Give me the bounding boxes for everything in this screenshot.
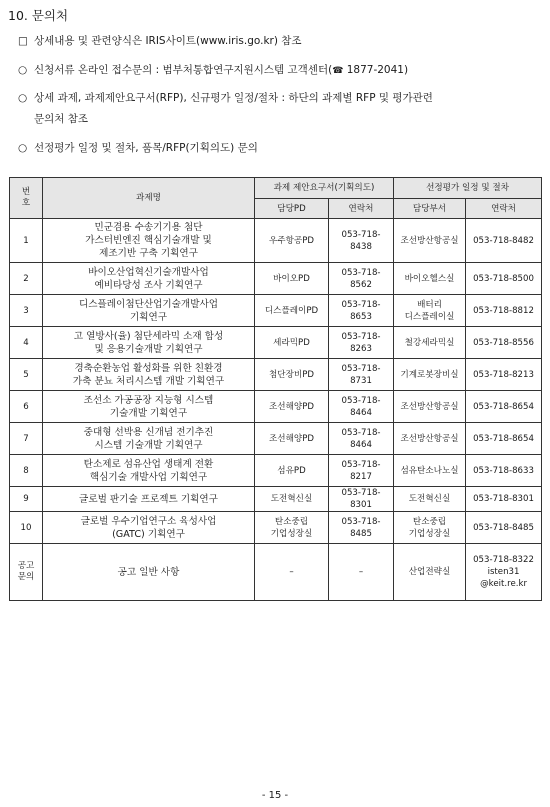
cell-pd-line: – [289,567,294,577]
bullet-mark: ○ [18,64,28,76]
cell-title-line: 가스터빈엔진 핵심기술개발 및 [85,235,212,246]
cell-department-line: 섬유탄소나노실 [400,465,459,476]
cell-contact [466,359,542,391]
cell-title [43,391,255,423]
cell-contact-line: 053-718-8653 [341,299,381,322]
cell-contact [466,219,542,263]
cell-contact [466,423,542,455]
cell-pd [255,512,329,544]
cell-pd [255,455,329,487]
bullet-helpdesk [18,60,408,82]
cell-contact-line: 053-718-8322 [473,555,534,565]
cell-title-line: 기획연구 [129,311,168,323]
table-body [10,219,542,601]
cell-pd-line: 조선해양PD [268,433,314,444]
cell-number [10,263,43,295]
cell-pd-line: 디스플레이PD [264,305,319,316]
table-row [10,391,542,423]
cell-contact-line: 053-718-8301 [341,488,381,510]
cell-number [10,219,43,263]
header-rfp: 과제 제안요구서(기획의도) [255,178,394,199]
cell-contact-line: 053-718-8485 [341,516,381,539]
contact-table [9,177,542,601]
table-row [10,487,542,512]
cell-contact [466,263,542,295]
cell-contact [329,263,394,295]
cell-department [394,455,466,487]
cell-contact [329,359,394,391]
cell-department-line: 조선방산항공실 [400,433,459,444]
cell-number [10,487,43,512]
table-row [10,359,542,391]
cell-pd [255,295,329,327]
cell-pd-line: 조선해양PD [268,401,314,412]
cell-number [10,391,43,423]
cell-contact [466,512,542,544]
cell-title-line: 예비타당성 조사 기획연구 [94,279,203,291]
cell-department-line: 산업전략실 [408,567,451,577]
cell-contact-line: 053-718-8812 [473,305,534,316]
header-contact: 연락처 [466,199,542,219]
cell-title-line: 제조기반 구축 기획연구 [99,248,198,259]
cell-department [394,423,466,455]
cell-contact [329,423,394,455]
cell-number [10,544,43,601]
cell-department-line: 철강세라믹실 [404,337,455,348]
cell-title-line: 디스플레이첨단산업기술개발사업 [78,298,218,310]
cell-title-line: 가축 분뇨 처리시스템 개발 기획연구 [72,375,225,387]
cell-department [394,391,466,423]
cell-title-line: 바이오산업혁신기술개발사업 [88,266,209,278]
bullet-text: 상세내용 및 관련양식은 IRIS사이트(www.iris.go.kr) 참조 [34,35,302,47]
cell-pd [255,423,329,455]
cell-title [43,544,255,601]
bullet-mark: ○ [18,142,28,154]
cell-department-line: 기업성장실 [408,528,451,539]
cell-title-line: 핵심기술 개발사업 기획연구 [89,471,208,483]
header-pd: 담당PD [255,199,329,219]
cell-department-line: 기계로봇장비실 [400,369,459,380]
cell-title [43,512,255,544]
cell-department [394,359,466,391]
cell-pd [255,391,329,423]
cell-contact [466,295,542,327]
cell-contact-line: – [358,567,364,577]
cell-number-text: 8 [23,465,29,476]
cell-pd-line: 세라믹PD [273,337,310,348]
header-title: 과제명 [43,178,255,219]
table-row [10,263,542,295]
table-row [10,295,542,327]
bullet-evaluation [18,138,258,159]
cell-contact [329,544,394,601]
bullet-text: 선정평가 일정 및 절차, 품목/RFP(기획의도) 문의 [34,142,258,154]
cell-pd [255,544,329,601]
cell-title-line: 조선소 가공공장 지능형 시스템 [83,394,214,406]
cell-title [43,295,255,327]
cell-contact [466,391,542,423]
cell-pd-line: 첨단장비PD [268,369,314,380]
section-heading: 10. 문의처 [8,8,69,23]
cell-department-line: 디스플레이실 [404,311,455,322]
header-evaluation: 선정평가 일정 및 절차 [394,178,542,199]
cell-department-line: 조선방산항공실 [400,401,459,412]
cell-department-line: 도전혁신실 [408,494,451,504]
cell-number-text: 공고문의 [17,561,35,582]
cell-number-text: 5 [23,369,29,380]
cell-contact [329,512,394,544]
cell-department [394,544,466,601]
cell-contact [329,219,394,263]
bullet-text: 상세 과제, 과제제안요구서(RFP), 신규평가 일정/절차 : 하단의 과제별 RFP 및 평가관련 [34,92,433,104]
cell-title-line: 및 응용기술개발 기획연구 [94,343,203,355]
header-contact: 연락처 [329,199,394,219]
cell-number-text: 6 [23,401,29,412]
cell-contact-line: 053-718-8485 [473,522,534,533]
cell-contact-line: 053-718-8556 [473,337,534,348]
cell-number [10,512,43,544]
cell-number [10,295,43,327]
cell-contact [466,487,542,512]
cell-pd-line: 기업성장실 [270,528,313,539]
cell-department [394,487,466,512]
cell-contact-line: 053-718-8654 [473,433,534,444]
page-number: - 15 - [261,790,289,801]
cell-number-text: 1 [23,235,29,246]
bullet-rfp [18,88,533,130]
cell-pd-line: 도전혁신실 [270,494,313,504]
cell-contact-line: 053-718-8464 [341,395,381,418]
cell-title [43,327,255,359]
cell-title-line: 시스템 기술개발 기획연구 [94,439,203,451]
cell-title-line: 글로벌 우수기업연구소 육성사업 [80,515,217,527]
cell-pd-line: 탄소중립 [274,516,309,527]
cell-pd-line: 섬유PD [277,465,306,476]
cell-contact [329,391,394,423]
cell-pd-line: 우주항공PD [268,235,314,246]
cell-department [394,327,466,359]
table-row [10,455,542,487]
cell-pd [255,487,329,512]
cell-contact-line: 053-718-8482 [473,235,534,246]
phone-icon: ☎ [332,66,344,76]
cell-contact-line: 053-718-8464 [341,427,381,450]
cell-title-line: 기술개발 기획연구 [109,407,188,419]
bullet-text: 신청서류 온라인 접수문의 : 범부처통합연구지원시스템 고객센터( [34,64,333,76]
cell-number-text: 9 [23,494,29,504]
table-row [10,512,542,544]
bullet-reference [18,31,302,52]
cell-contact [329,487,394,512]
bullet-text-continued: 문의처 참조 [34,113,89,125]
header-number: 번호 [10,178,43,219]
table-row [10,423,542,455]
cell-contact [466,544,542,601]
bullet-text: 1877-2041) [343,64,409,76]
cell-department-line: 탄소중립 [412,516,447,527]
cell-pd [255,263,329,295]
cell-title-line: 경축순환농업 활성화를 위한 친환경 [74,362,223,374]
table-row [10,544,542,601]
cell-contact-line: 053-718-8654 [473,401,534,412]
bullet-mark: ○ [18,92,28,104]
cell-contact [466,327,542,359]
cell-contact [329,327,394,359]
cell-number-text: 2 [23,273,29,284]
cell-contact [329,295,394,327]
cell-pd [255,219,329,263]
cell-title-line: 고 열방사(율) 첨단세라믹 소재 합성 [73,330,224,342]
cell-title [43,423,255,455]
cell-department [394,219,466,263]
cell-contact-line: 053-718-8633 [473,465,534,476]
cell-title [43,263,255,295]
cell-title [43,487,255,512]
cell-title-line: 글로벌 판기술 프로젝트 기획연구 [79,493,218,505]
cell-number-text: 4 [23,337,29,348]
cell-contact-line: 053-718-8263 [341,331,381,354]
cell-pd [255,327,329,359]
cell-contact-line: 053-718-8562 [341,267,381,290]
cell-contact-line: 053-718-8500 [473,273,534,284]
cell-number [10,455,43,487]
table-row [10,219,542,263]
header-department: 담당부서 [394,199,466,219]
cell-title-line: 중대형 선박용 신개념 전기추진 [83,426,214,438]
cell-department [394,295,466,327]
cell-contact-line: @keit.re.kr [480,579,527,589]
cell-department [394,263,466,295]
cell-contact-line: isten31 [487,567,520,577]
cell-number [10,327,43,359]
cell-title-line: 공고 일반 사항 [117,566,180,578]
cell-pd [255,359,329,391]
cell-department-line: 배터리 [417,299,442,310]
cell-title-line: 탄소제로 섬유산업 생태계 전환 [83,458,214,470]
cell-contact [466,455,542,487]
cell-contact-line: 053-718-8213 [473,369,534,380]
cell-contact-line: 053-718-8301 [473,494,534,504]
cell-title-line: 민군겸용 수송기기용 첨단 [94,222,203,233]
cell-contact-line: 053-718-8438 [341,229,381,252]
cell-number-text: 10 [20,522,32,533]
cell-title [43,359,255,391]
cell-number [10,359,43,391]
cell-department-line: 조선방산항공실 [400,235,459,246]
cell-title [43,219,255,263]
cell-contact [329,455,394,487]
bullet-mark: □ [18,35,28,47]
cell-title [43,455,255,487]
cell-number-text: 3 [23,305,29,316]
cell-number-text: 7 [23,433,29,444]
cell-title-line: (GATC) 기획연구 [112,528,185,540]
cell-pd-line: 바이오PD [273,273,310,284]
cell-department [394,512,466,544]
cell-number [10,423,43,455]
cell-contact-line: 053-718-8731 [341,363,381,386]
cell-contact-line: 053-718-8217 [341,459,381,482]
cell-department-line: 바이오헬스실 [404,273,455,284]
table-row [10,327,542,359]
